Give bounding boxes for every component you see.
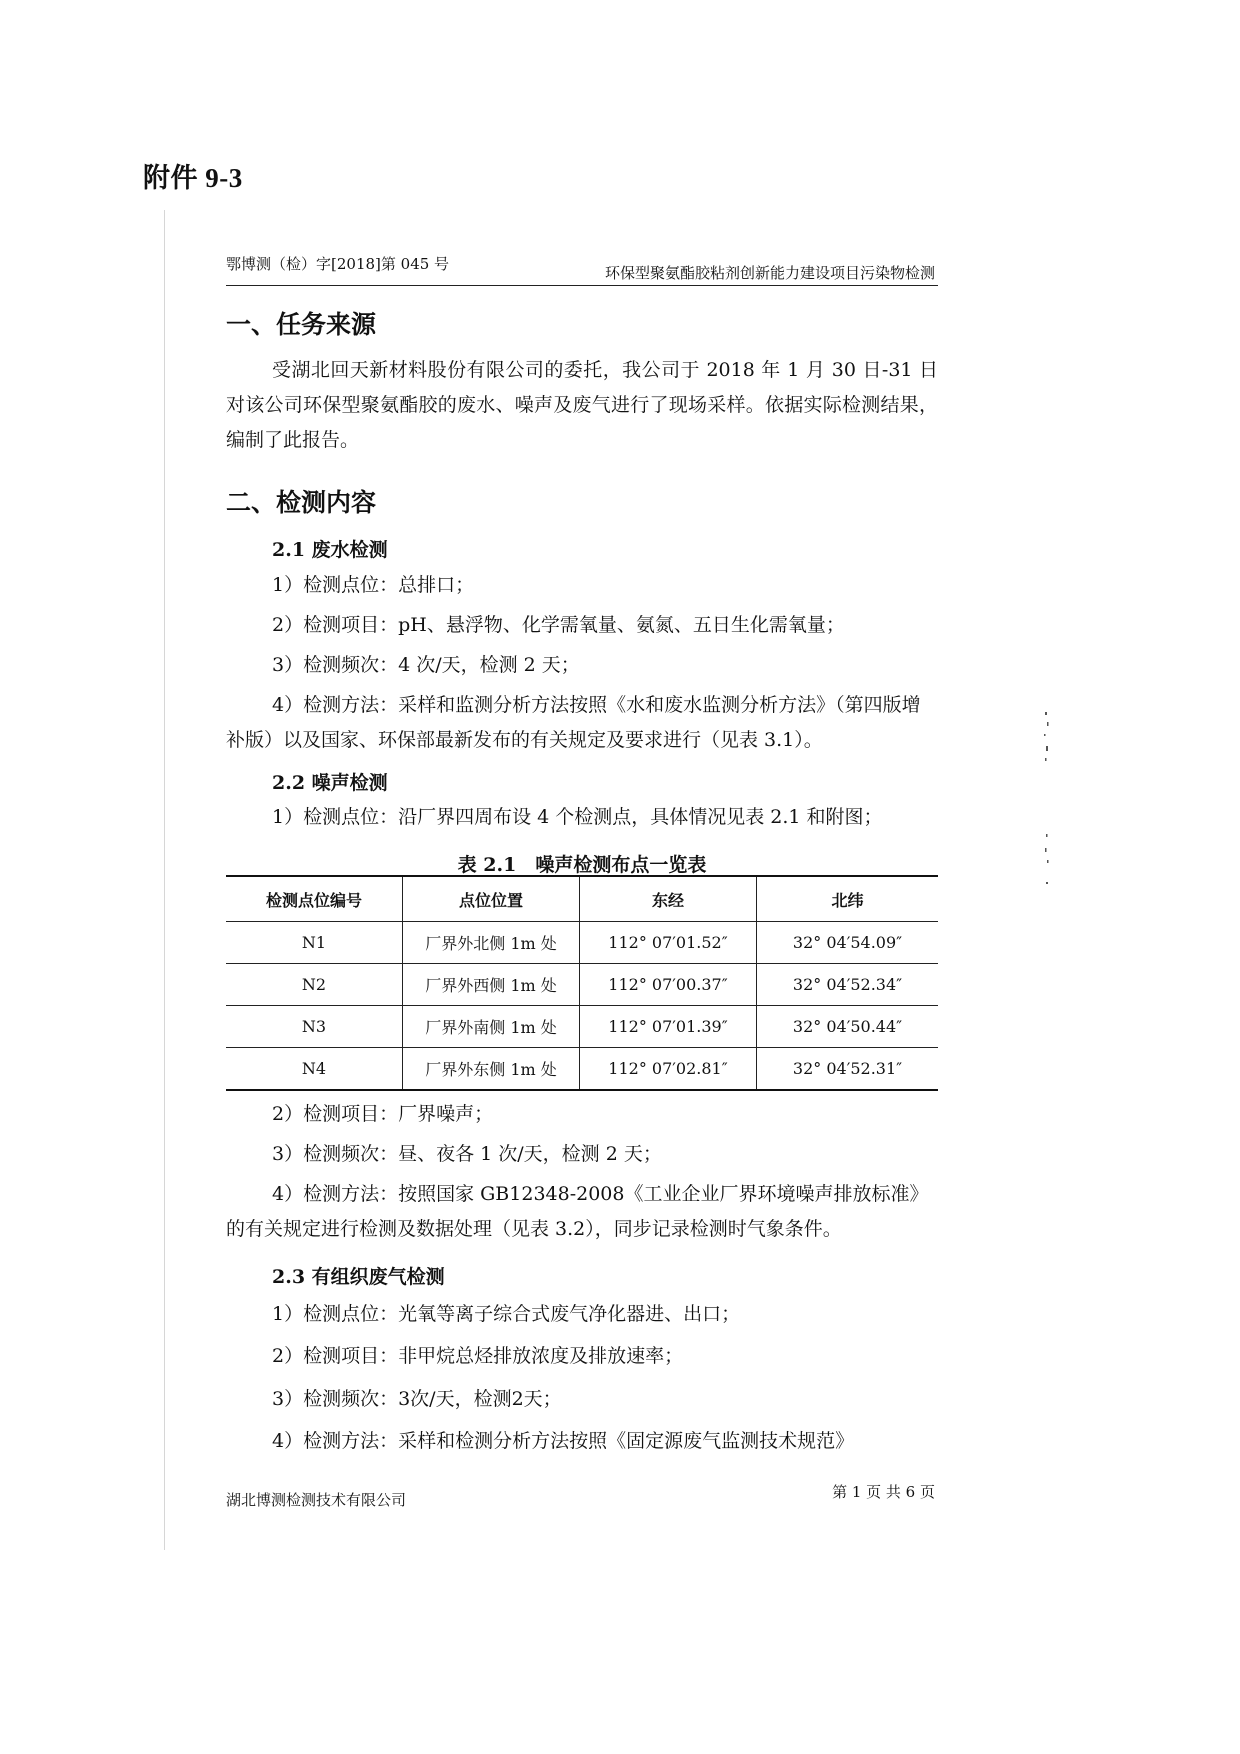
wastewater-item-1: 1）检测点位：总排口； [272,574,475,596]
noise-points-table [226,875,938,1091]
noise-table-caption: 表 2.1 噪声检测布点一览表 [457,854,707,876]
table-row [226,964,938,1006]
exhaust-item-3: 3）检测频次：3次/天，检测2天； [272,1388,562,1410]
scan-edge-line [164,210,165,1550]
column-header: 检测点位编号 [226,876,403,922]
noise-item-4: 4）检测方法：按照国家 GB12348-2008《工业企业厂界环境噪声排放标准》的有关规定进行检测及数据处理（见表 3.2），同步记录检测时气象条件。 [226,1183,929,1240]
table-row [226,1048,938,1091]
noise-item-2: 2）检测项目：厂界噪声； [272,1103,494,1125]
task-source-paragraph: 受湖北回天新材料股份有限公司的委托，我公司于 2018 年 1 月 30 日-31 日对该公司环保型聚氨酯胶的废水、噪声及废气进行了现场采样。依据实际检测结果，编制了此报告。 [226,359,938,451]
table-cell: 112° 07′01.39″ [580,1006,757,1048]
section-heading-task-source: 一、任务来源 [226,310,377,339]
document-number: 鄂博测（检）字[2018]第 045 号 [226,255,450,273]
noise-item-3: 3）检测频次：昼、夜各 1 次/天，检测 2 天； [272,1143,662,1165]
table-row [226,922,938,964]
table-cell: N1 [226,922,403,964]
table-cell: 112° 07′02.81″ [580,1048,757,1091]
footer-page-number: 第 1 页 共 6 页 [832,1483,935,1501]
wastewater-item-2: 2）检测项目：pH、悬浮物、化学需氧量、氨氮、五日生化需氧量； [272,614,845,636]
wastewater-item-4: 4）检测方法：采样和监测分析方法按照《水和废水监测分析方法》（第四版增补版）以及国家、环保部最新发布的有关规定及要求进行（见表 3.1）。 [226,694,921,751]
table-cell: N2 [226,964,403,1006]
column-header: 北纬 [757,876,939,922]
project-title: 环保型聚氨酯胶粘剂创新能力建设项目污染物检测 [604,264,935,282]
subsection-heading-wastewater: 2.1 废水检测 [272,539,388,561]
table-cell: 32° 04′52.34″ [757,964,939,1006]
table-cell: 112° 07′00.37″ [580,964,757,1006]
exhaust-item-2: 2）检测项目：非甲烷总烃排放浓度及排放速率； [272,1345,684,1367]
column-header: 东经 [580,876,757,922]
wastewater-item-3: 3）检测频次：4 次/天，检测 2 天； [272,654,580,676]
scan-noise-marks [1040,710,1060,890]
noise-item-1: 1）检测点位：沿厂界四周布设 4 个检测点，具体情况见表 2.1 和附图； [272,806,883,828]
table-cell: 112° 07′01.52″ [580,922,757,964]
header-rule [226,285,938,286]
table-cell: 厂界外西侧 1m 处 [403,964,580,1006]
table-cell: 32° 04′50.44″ [757,1006,939,1048]
table-cell: 厂界外东侧 1m 处 [403,1048,580,1091]
table-header-row [226,876,938,922]
exhaust-item-1: 1）检测点位：光氧等离子综合式废气净化器进、出口； [272,1303,741,1325]
table-cell: 32° 04′52.31″ [757,1048,939,1091]
table-cell: 32° 04′54.09″ [757,922,939,964]
section-heading-test-content: 二、检测内容 [226,488,377,517]
attachment-label: 附件 9-3 [143,163,243,193]
table-cell: 厂界外南侧 1m 处 [403,1006,580,1048]
table-cell: N4 [226,1048,403,1091]
table-row [226,1006,938,1048]
subsection-heading-noise: 2.2 噪声检测 [272,772,388,794]
footer-company: 湖北博测检测技术有限公司 [226,1491,407,1509]
table-cell: 厂界外北侧 1m 处 [403,922,580,964]
exhaust-item-4: 4）检测方法：采样和检测分析方法按照《固定源废气监测技术规范》 [272,1430,855,1452]
subsection-heading-exhaust: 2.3 有组织废气检测 [272,1266,445,1288]
table-cell: N3 [226,1006,403,1048]
column-header: 点位位置 [403,876,580,922]
